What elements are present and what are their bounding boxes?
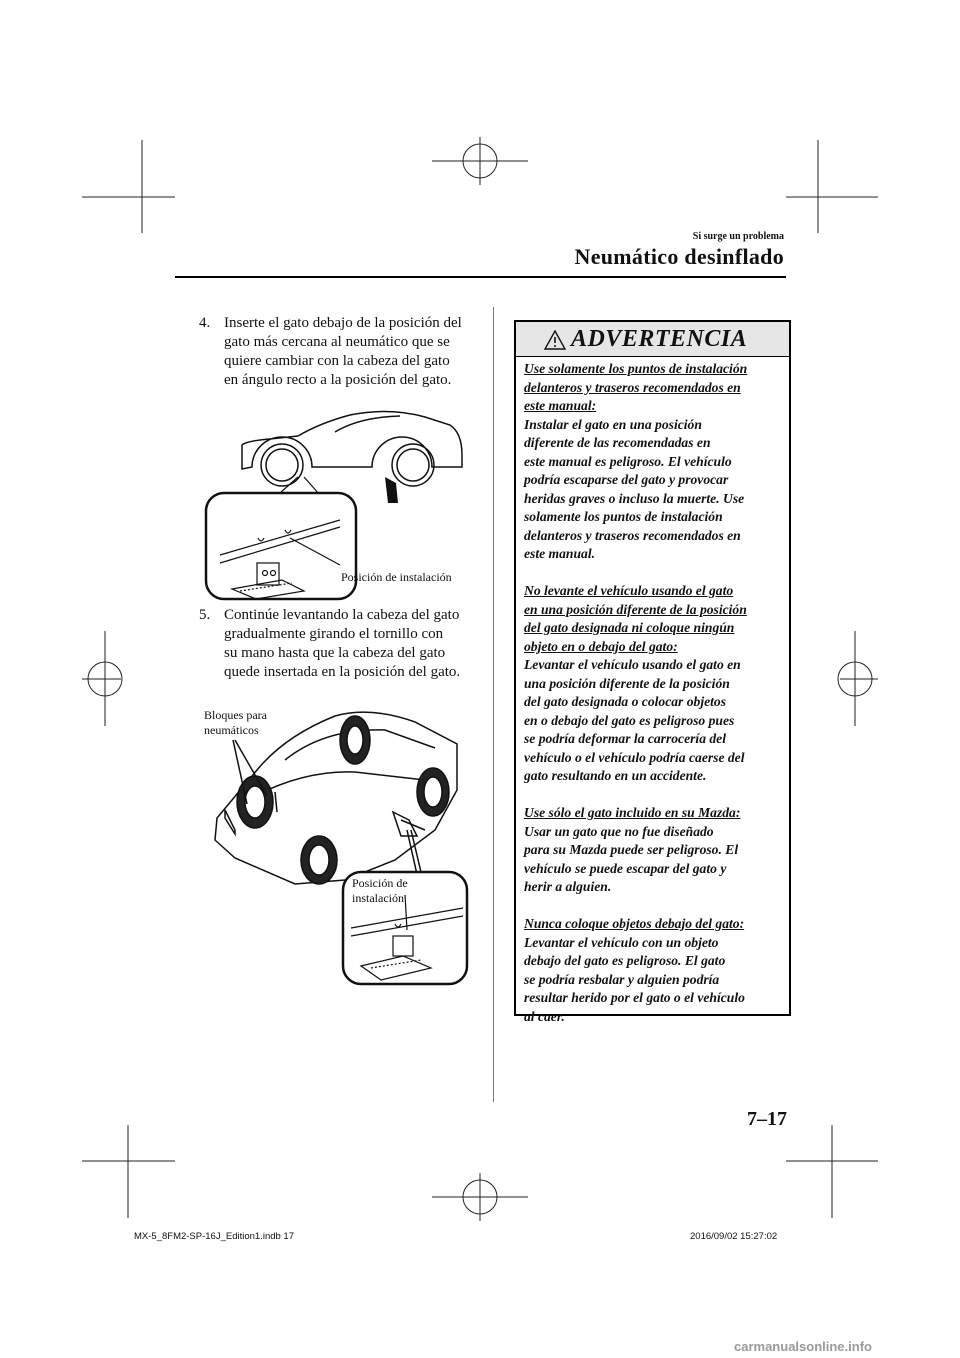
warning-line: Levantar el vehículo con un objeto — [524, 934, 719, 950]
car-jack-figure — [195, 700, 470, 990]
warning-triangle-icon — [544, 330, 566, 350]
warning-line: se podría deformar la carrocería del — [524, 731, 726, 746]
step-line: quede insertada en la posición del gato. — [224, 664, 461, 680]
warning-line: resultar herido por el gato o el vehículo — [524, 990, 745, 1005]
footer-filename: MX-5_8FM2-SP-16J_Edition1.indb 17 — [134, 1231, 295, 1242]
warning-line: Instalar el gato en una posición — [524, 416, 702, 432]
warning-body — [524, 360, 789, 1026]
warning-box — [514, 320, 791, 1024]
watermark: carmanualsonline.info — [734, 1339, 872, 1354]
paragraph-gap — [524, 786, 789, 805]
warning-line: vehículo o el vehículo podría caerse del — [524, 749, 745, 765]
warning-line: en o debajo del gato es peligroso pues — [524, 712, 735, 728]
warning-line: objeto en o debajo del gato: — [524, 638, 678, 654]
warning-line: vehículo se puede escapar del gato y — [524, 860, 727, 876]
section-title: Si surge un problema — [692, 231, 784, 242]
footer-timestamp: 2016/09/02 15:27:02 — [690, 1231, 778, 1242]
tire-blocks-label — [204, 708, 267, 738]
label-line: Posición de — [352, 876, 408, 890]
header-rule — [175, 276, 786, 278]
page-title: Neumático desinflado — [574, 244, 784, 269]
label-line: instalación — [352, 891, 404, 905]
warning-line: diferente de las recomendadas en — [524, 435, 711, 450]
warning-line: delanteros y traseros recomendados en — [524, 527, 741, 543]
warning-line: gato resultando en un accidente. — [524, 768, 707, 783]
step-number: 4. — [199, 315, 211, 331]
warning-line: en una posición diferente de la posición — [524, 601, 747, 617]
warning-line: No levante el vehículo usando el gato — [524, 583, 734, 598]
warning-line: podría escaparse del gato y provocar — [524, 472, 729, 487]
step-line: gradualmente girando el tornillo con — [224, 626, 444, 642]
installation-position-label: Posición de instalación — [341, 570, 452, 584]
warning-line: Use sólo el gato incluido en su Mazda: — [524, 805, 741, 820]
warning-line: herir a alguien. — [524, 879, 612, 894]
step-line: Continúe levantando la cabeza del gato — [224, 607, 460, 623]
warning-line: al caer. — [524, 1008, 565, 1024]
warning-line: delanteros y traseros recomendados en — [524, 379, 741, 395]
warning-line: este manual. — [524, 546, 595, 561]
step-line: Inserte el gato debajo de la posición del — [224, 315, 462, 331]
paragraph-gap — [524, 564, 789, 583]
warning-title: ADVERTENCIA — [571, 326, 748, 352]
warning-line: para su Mazda puede ser peligroso. El — [524, 842, 739, 857]
warning-line: del gato designada ni coloque ningún — [524, 620, 735, 635]
warning-line: una posición diferente de la posición — [524, 675, 730, 691]
step-text — [224, 606, 484, 682]
warning-line: Use solamente los puntos de instalación — [524, 361, 748, 376]
column-divider — [493, 307, 494, 1102]
label-line: Bloques para — [204, 708, 267, 722]
warning-line: este manual: — [524, 398, 597, 413]
warning-line: Levantar el vehículo usando el gato en — [524, 657, 741, 672]
installation-position-label-2 — [352, 876, 408, 906]
step-line: quiere cambiar con la cabeza del gato — [224, 353, 450, 369]
warning-line: Nunca coloque objetos debajo del gato: — [524, 916, 745, 931]
page-number: 7–17 — [747, 1108, 787, 1130]
warning-line: debajo del gato es peligroso. El gato — [524, 953, 726, 968]
warning-line: heridas graves o incluso la muerte. Use — [524, 490, 745, 506]
paragraph-gap — [524, 897, 789, 916]
step-line: gato más cercana al neumático que se — [224, 334, 450, 350]
step-number: 5. — [199, 607, 211, 623]
warning-line: este manual es peligroso. El vehículo — [524, 453, 732, 469]
step-text — [224, 314, 484, 390]
warning-header — [516, 322, 789, 357]
step-line: en ángulo recto a la posición del gato. — [224, 372, 452, 388]
warning-line: del gato designada o colocar objetos — [524, 694, 727, 709]
warning-line: Usar un gato que no fue diseñado — [524, 823, 714, 839]
warning-line: se podría resbalar y alguien podría — [524, 971, 720, 987]
label-line: neumáticos — [204, 723, 259, 737]
step-line: su mano hasta que la cabeza del gato — [224, 645, 446, 661]
warning-line: solamente los puntos de instalación — [524, 509, 723, 524]
